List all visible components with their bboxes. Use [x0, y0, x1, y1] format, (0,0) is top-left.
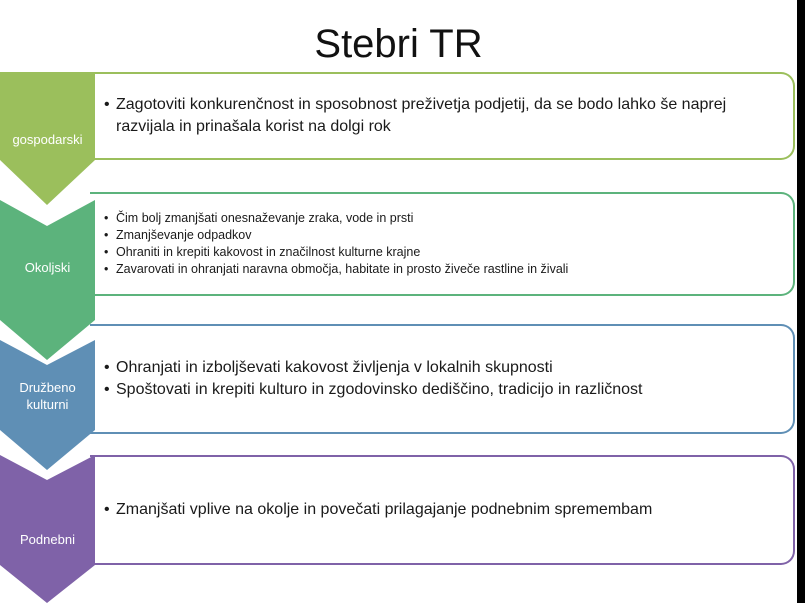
pillar-label-druzbeno-kulturni: Družbeno kulturni [19, 380, 76, 412]
pillar-list-gospodarski [104, 94, 783, 138]
list-item: • Čim bolj zmanjšati onesnaževanje zraka, vode in prsti [104, 210, 783, 227]
list-item: • Ohranjati in izboljševati kakovost življenja v lokalnih skupnosti [104, 357, 783, 379]
pillar-box-okoljski [90, 192, 795, 296]
pillar-box-podnebni [90, 455, 795, 565]
slide-title: Stebri TR [314, 22, 483, 66]
list-item: • Zmanjševanje odpadkov [104, 227, 783, 244]
pillar-label-podnebni: Podnebni [20, 531, 75, 547]
list-item: • Spoštovati in krepiti kulturo in zgodovinsko dediščino, tradicijo in različnost [104, 379, 783, 401]
window-edge [797, 0, 805, 603]
pillar-label-gospodarski: gospodarski [12, 131, 83, 147]
list-item: • Ohraniti in krepiti kakovost in značilnost kulturne krajne [104, 244, 783, 261]
pillar-box-gospodarski [90, 72, 795, 160]
list-item: • Zmanjšati vplive na okolje in povečati prilagajanje podnebnim spremembam [104, 499, 783, 521]
pillar-label-okoljski: Okoljski [24, 259, 71, 275]
pillar-list-podnebni [104, 499, 783, 521]
pillar-list-druzbeno-kulturni [104, 357, 783, 401]
pillar-list-okoljski [104, 210, 783, 278]
pillar-box-druzbeno-kulturni [90, 324, 795, 434]
list-item: • Zavarovati in ohranjati naravna območja, habitate in prosto živeče rastline in živali [104, 261, 783, 278]
list-item: • Zagotoviti konkurenčnost in sposobnost preživetja podjetij, da se bodo lahko še naprej razvijala in prinašala korist na dolgi rok [104, 94, 783, 138]
chevron-shapes [0, 0, 100, 603]
